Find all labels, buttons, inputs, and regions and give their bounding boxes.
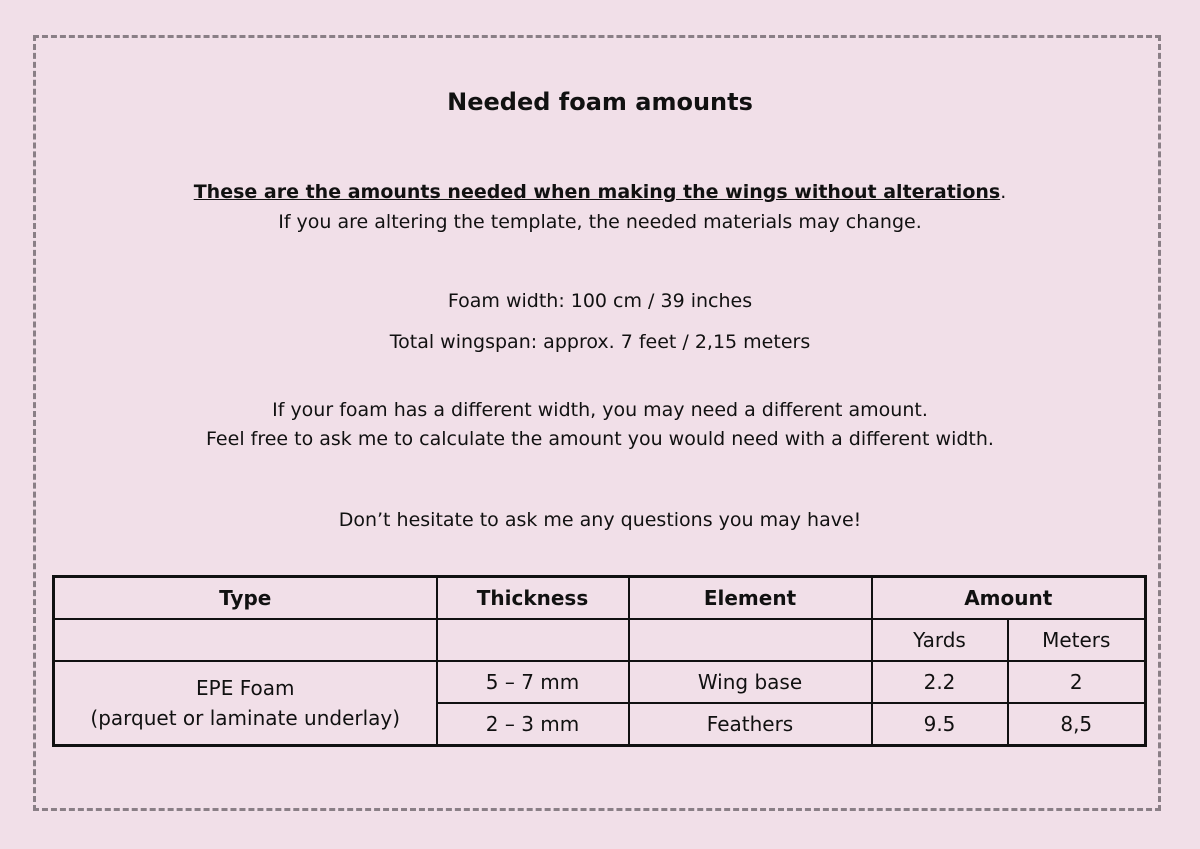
row-thickness: 2 – 3 mm xyxy=(437,703,629,746)
header-element: Element xyxy=(629,577,872,620)
different-width-line2: Feel free to ask me to calculate the amount you would need with a different width. xyxy=(206,428,994,450)
row-thickness: 5 – 7 mm xyxy=(437,661,629,703)
subheader-empty-type xyxy=(54,619,437,661)
subheader-empty-thickness xyxy=(437,619,629,661)
table-row xyxy=(54,661,1146,703)
type-cell-line2: (parquet or laminate underlay) xyxy=(90,706,401,730)
type-cell-line1: EPE Foam xyxy=(196,676,295,700)
header-type: Type xyxy=(54,577,437,620)
intro-line xyxy=(0,181,1200,203)
intro-emphasis: These are the amounts needed when making the wings without alterations xyxy=(193,181,1001,203)
different-width-line1: If your foam has a different width, you may need a different amount. xyxy=(272,399,928,421)
table-header-row xyxy=(54,577,1146,620)
subheader-meters: Meters xyxy=(1008,619,1146,661)
intro-note: If you are altering the template, the needed materials may change. xyxy=(278,211,922,233)
subheader-yards: Yards xyxy=(872,619,1008,661)
intro-emphasis-suffix: . xyxy=(1000,181,1007,203)
row-yards: 9.5 xyxy=(872,703,1008,746)
subheader-empty-element xyxy=(629,619,872,661)
row-element: Wing base xyxy=(629,661,872,703)
page-title: Needed foam amounts xyxy=(447,88,753,116)
foam-width: Foam width: 100 cm / 39 inches xyxy=(447,290,753,312)
closing-line: Don’t hesitate to ask me any questions you may have! xyxy=(338,509,862,531)
table-subheader-row xyxy=(54,619,1146,661)
row-element: Feathers xyxy=(629,703,872,746)
foam-amounts-table xyxy=(52,575,1147,747)
header-amount: Amount xyxy=(872,577,1146,620)
type-cell xyxy=(54,661,437,746)
header-thickness: Thickness xyxy=(437,577,629,620)
row-meters: 2 xyxy=(1008,661,1146,703)
row-meters: 8,5 xyxy=(1008,703,1146,746)
row-yards: 2.2 xyxy=(872,661,1008,703)
wingspan: Total wingspan: approx. 7 feet / 2,15 meters xyxy=(389,331,811,353)
